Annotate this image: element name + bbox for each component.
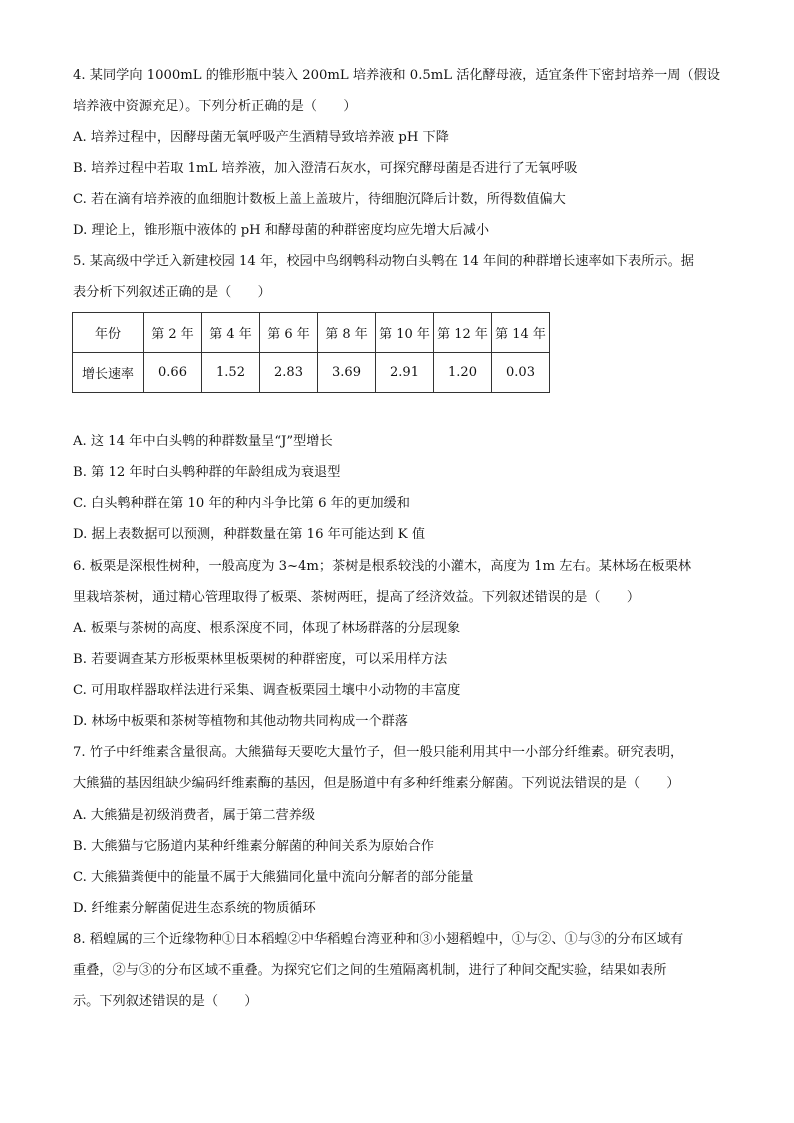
q7-option-d: D. 纤维素分解菌促进生态系统的物质循环 (73, 901, 316, 916)
q8-stem-line1: 8. 稻蝗属的三个近缘物种①日本稻蝗②中华稻蝗台湾亚种和③小翅稻蝗中，①与②、①与③的分布区域有 (73, 932, 684, 947)
table-cell-rate: 0.66 (144, 353, 202, 393)
q7-option-c: C. 大熊猫粪便中的能量不属于大熊猫同化量中流向分解者的部分能量 (73, 870, 474, 885)
growth-rate-table (72, 312, 550, 393)
q6-option-a: A. 板栗与茶树的高度、根系深度不同，体现了林场群落的分层现象 (73, 621, 461, 636)
q4-option-a: A. 培养过程中，因酵母菌无氧呼吸产生酒精导致培养液 pH 下降 (73, 130, 449, 145)
q5-option-d: D. 据上表数据可以预测，种群数量在第 16 年可能达到 K 值 (73, 527, 426, 542)
q5-option-c: C. 白头鹎种群在第 10 年的种内斗争比第 6 年的更加缓和 (73, 496, 410, 511)
q7-stem-line1: 7. 竹子中纤维素含量很高。大熊猫每天要吃大量竹子，但一般只能利用其中一小部分纤维素。研究表明， (73, 745, 684, 760)
q4-stem-line1: 4. 某同学向 1000mL 的锥形瓶中装入 200mL 培养液和 0.5mL 活化酵母液，适宜条件下密封培养一周（假设 (73, 68, 720, 83)
table-row-years (73, 313, 550, 353)
table-cell-rate: 3.69 (318, 353, 376, 393)
q5-option-b: B. 第 12 年时白头鹎种群的年龄组成为衰退型 (73, 465, 341, 480)
q4-option-b: B. 培养过程中若取 1mL 培养液，加入澄清石灰水，可探究酵母菌是否进行了无氧呼吸 (73, 161, 578, 176)
q6-stem-line2: 里栽培茶树，通过精心管理取得了板栗、茶树两旺，提高了经济效益。下列叙述错误的是（ ） (73, 590, 641, 605)
q7-stem-line2: 大熊猫的基因组缺少编码纤维素酶的基因，但是肠道中有多种纤维素分解菌。下列说法错误的是（ ） (73, 776, 680, 791)
table-cell-year: 第 4 年 (202, 313, 260, 353)
table-row-rates (73, 353, 550, 393)
q8-stem-line2: 重叠，②与③的分布区域不重叠。为探究它们之间的生殖隔离机制，进行了种间交配实验，结果如表所 (73, 963, 667, 978)
table-header-year: 年份 (73, 313, 144, 353)
q5-stem-line1: 5. 某高级中学迁入新建校园 14 年，校园中鸟纲鹎科动物白头鹎在 14 年间的种群增长速率如下表所示。据 (73, 254, 694, 269)
table-cell-year: 第 6 年 (260, 313, 318, 353)
q4-option-d: D. 理论上，锥形瓶中液体的 pH 和酵母菌的种群密度均应先增大后减小 (73, 223, 490, 238)
table-cell-year: 第 14 年 (492, 313, 550, 353)
q6-option-b: B. 若要调查某方形板栗林里板栗树的种群密度，可以采用样方法 (73, 652, 448, 667)
table-cell-rate: 0.03 (492, 353, 550, 393)
table-cell-year: 第 12 年 (434, 313, 492, 353)
q4-option-c: C. 若在滴有培养液的血细胞计数板上盖上盖玻片，待细胞沉降后计数，所得数值偏大 (73, 192, 566, 207)
table-header-rate: 增长速率 (73, 353, 144, 393)
q4-stem-line2: 培养液中资源充足）。下列分析正确的是（ ） (73, 99, 357, 114)
table-cell-rate: 1.20 (434, 353, 492, 393)
q6-option-c: C. 可用取样器取样法进行采集、调查板栗园土壤中小动物的丰富度 (73, 683, 461, 698)
table-cell-rate: 2.83 (260, 353, 318, 393)
q7-option-b: B. 大熊猫与它肠道内某种纤维素分解菌的种间关系为原始合作 (73, 839, 434, 854)
q7-option-a: A. 大熊猫是初级消费者，属于第二营养级 (73, 808, 316, 823)
table-cell-rate: 1.52 (202, 353, 260, 393)
table-cell-year: 第 8 年 (318, 313, 376, 353)
q5-option-a: A. 这 14 年中白头鹎的种群数量呈“J”型增长 (73, 434, 333, 449)
q6-option-d: D. 林场中板栗和茶树等植物和其他动物共同构成一个群落 (73, 714, 408, 729)
q6-stem-line1: 6. 板栗是深根性树种，一般高度为 3~4m；茶树是根系较浅的小灌木，高度为 1m 左右。某林场在板栗林 (73, 559, 692, 574)
table-cell-rate: 2.91 (376, 353, 434, 393)
table-cell-year: 第 10 年 (376, 313, 434, 353)
q8-stem-line3: 示。下列叙述错误的是（ ） (73, 994, 258, 1009)
table-cell-year: 第 2 年 (144, 313, 202, 353)
q5-stem-line2: 表分析下列叙述正确的是（ ） (73, 285, 271, 300)
